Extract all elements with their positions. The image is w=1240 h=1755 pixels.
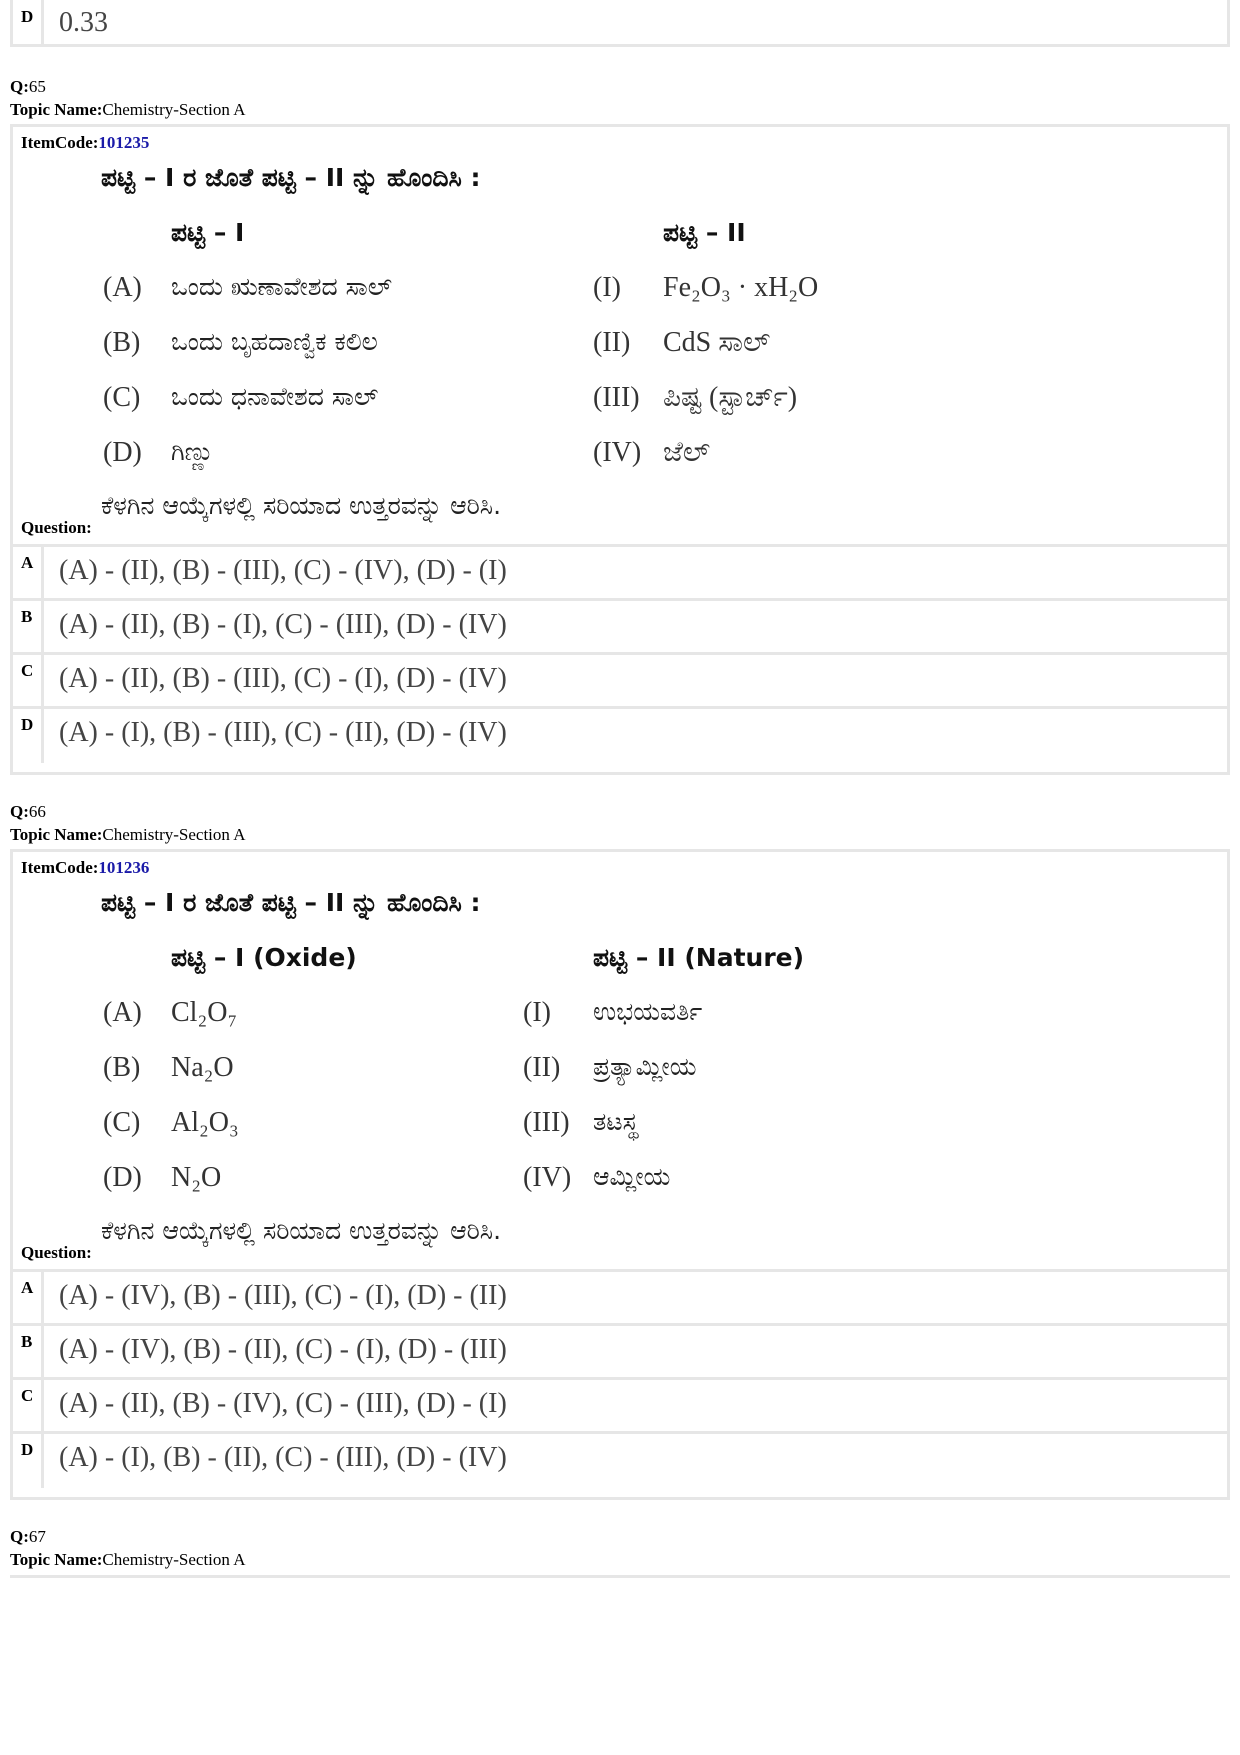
option-letter: B — [21, 607, 33, 626]
question-number: 67 — [28, 1527, 46, 1546]
row-text-II: ಪ್ರತ್ಯಾಮ್ಲೀಯ — [593, 1052, 697, 1081]
option-letter: D — [21, 715, 34, 734]
closing-instruction: ಕೆಳಗಿನ ಆಯ್ಕೆಗಳಲ್ಲಿ ಸರಿಯಾದ ಉತ್ತರವನ್ನು ಆರಿಸಿ. — [101, 1216, 502, 1245]
option-text: (A) - (II), (B) - (III), (C) - (IV), (D) - (I) — [59, 555, 507, 586]
topic-name: Chemistry-Section A — [102, 825, 246, 844]
question-label: Question: — [21, 1243, 92, 1262]
question-number-label: Q: — [10, 1527, 29, 1546]
option-text: (A) - (II), (B) - (I), (C) - (III), (D) - (IV) — [59, 609, 507, 640]
question-header — [10, 75, 245, 121]
row-label-III: (III) — [523, 1107, 570, 1138]
topic-label: Topic Name: — [10, 1550, 103, 1569]
row-label-II: (II) — [523, 1052, 561, 1083]
item-code-label: ItemCode: — [21, 133, 99, 152]
row-text-I: Fe₂O₃ · xH₂O — [663, 272, 819, 303]
option-text: (A) - (IV), (B) - (II), (C) - (I), (D) - (III) — [59, 1334, 507, 1365]
option-row[interactable] — [13, 0, 1227, 44]
row-label-1: (A) — [103, 272, 142, 303]
question-number-label: Q: — [10, 802, 29, 821]
row-label-IV: (IV) — [593, 437, 642, 468]
list-2-heading: ಪಟ್ಟಿ – II — [663, 218, 746, 247]
list-1-heading: ಪಟ್ಟಿ – I — [171, 218, 245, 247]
row-label-II: (II) — [593, 327, 631, 358]
question-box-top-border — [10, 1575, 1230, 1578]
option-letter: B — [21, 1332, 33, 1351]
row-label-IV: (IV) — [523, 1162, 572, 1193]
option-row[interactable] — [13, 547, 1227, 601]
question-box — [10, 124, 1230, 775]
option-letter: C — [21, 1386, 34, 1405]
option-letter: A — [21, 553, 34, 572]
row-text-I: ಉಭಯವರ್ತಿ — [593, 997, 703, 1026]
option-separator — [41, 0, 44, 44]
list-1-heading: ಪಟ್ಟಿ – I (Oxide) — [171, 943, 357, 972]
option-letter: D — [21, 7, 34, 26]
option-separator — [41, 601, 44, 652]
item-code-label: ItemCode: — [21, 858, 99, 877]
question-label: Question: — [21, 518, 92, 537]
options-list — [13, 544, 1227, 763]
option-separator — [41, 1326, 44, 1377]
row-text-4: N₂O — [171, 1162, 222, 1193]
row-text-3: Al₂O₃ — [171, 1107, 239, 1138]
list-2-heading: ಪಟ್ಟಿ – II (Nature) — [593, 943, 805, 972]
question-header — [10, 800, 245, 846]
option-separator — [41, 547, 44, 598]
option-letter: C — [21, 661, 34, 680]
row-text-1: Cl₂O₇ — [171, 997, 238, 1028]
row-text-IV: ಆಮ್ಲೀಯ — [593, 1162, 671, 1191]
question-box — [10, 849, 1230, 1500]
option-text: 0.33 — [59, 7, 108, 38]
row-label-4: (D) — [103, 1162, 142, 1193]
options-list — [13, 1269, 1227, 1488]
row-text-4: ಗಿಣ್ಣು — [171, 437, 214, 466]
row-label-2: (B) — [103, 327, 141, 358]
instruction-text: ಪಟ್ಟಿ – I ರ ಜೊತೆ ಪಟ್ಟಿ – II ನ್ನು ಹೊಂದಿಸಿ : — [101, 163, 481, 192]
closing-instruction: ಕೆಳಗಿನ ಆಯ್ಕೆಗಳಲ್ಲಿ ಸರಿಯಾದ ಉತ್ತರವನ್ನು ಆರಿಸಿ. — [101, 491, 502, 520]
row-label-1: (A) — [103, 997, 142, 1028]
row-label-3: (C) — [103, 382, 141, 413]
option-row[interactable] — [13, 1434, 1227, 1488]
question-number-label: Q: — [10, 77, 29, 96]
row-label-III: (III) — [593, 382, 640, 413]
option-row[interactable] — [13, 1272, 1227, 1326]
row-label-I: (I) — [593, 272, 621, 303]
question-header — [10, 1525, 245, 1571]
question-number: 65 — [28, 77, 46, 96]
option-text: (A) - (I), (B) - (II), (C) - (III), (D) - (IV) — [59, 1442, 507, 1473]
option-row[interactable] — [13, 1380, 1227, 1434]
option-letter: D — [21, 1440, 34, 1459]
option-text: (A) - (IV), (B) - (III), (C) - (I), (D) - (II) — [59, 1280, 507, 1311]
prev-question-options — [10, 0, 1230, 47]
option-row[interactable] — [13, 709, 1227, 763]
row-label-I: (I) — [523, 997, 551, 1028]
option-separator — [41, 1434, 44, 1488]
row-label-4: (D) — [103, 437, 142, 468]
option-row[interactable] — [13, 1326, 1227, 1380]
option-text: (A) - (II), (B) - (IV), (C) - (III), (D) - (I) — [59, 1388, 507, 1419]
instruction-text: ಪಟ್ಟಿ – I ರ ಜೊತೆ ಪಟ್ಟಿ – II ನ್ನು ಹೊಂದಿಸಿ : — [101, 888, 481, 917]
row-text-2: Na₂O — [171, 1052, 234, 1083]
row-label-3: (C) — [103, 1107, 141, 1138]
option-letter: A — [21, 1278, 34, 1297]
row-text-2: ಒಂದು ಬೃಹದಾಣ್ವಿಕ ಕಲಿಲ — [171, 327, 378, 356]
option-row[interactable] — [13, 655, 1227, 709]
topic-label: Topic Name: — [10, 825, 103, 844]
question-number: 66 — [28, 802, 46, 821]
item-code-value: 101236 — [98, 858, 150, 877]
row-text-II: CdS ಸಾಲ್ — [663, 327, 771, 358]
row-text-3: ಒಂದು ಧನಾವೇಶದ ಸಾಲ್ — [171, 382, 379, 411]
option-separator — [41, 1272, 44, 1323]
row-text-III: ತಟಸ್ಥ — [593, 1107, 639, 1136]
topic-label: Topic Name: — [10, 100, 103, 119]
row-text-IV: ಜೆಲ್ — [663, 437, 711, 468]
option-text: (A) - (I), (B) - (III), (C) - (II), (D) - (IV) — [59, 717, 507, 748]
option-separator — [41, 1380, 44, 1431]
row-label-2: (B) — [103, 1052, 141, 1083]
option-separator — [41, 655, 44, 706]
option-text: (A) - (II), (B) - (III), (C) - (I), (D) - (IV) — [59, 663, 507, 694]
topic-name: Chemistry-Section A — [102, 100, 246, 119]
row-text-III: ಪಿಷ್ಟ (ಸ್ಟಾರ್ಚ್) — [663, 382, 798, 413]
item-code-value: 101235 — [98, 133, 150, 152]
topic-name: Chemistry-Section A — [102, 1550, 246, 1569]
option-row[interactable] — [13, 601, 1227, 655]
option-separator — [41, 709, 44, 763]
row-text-1: ಒಂದು ಋಣಾವೇಶದ ಸಾಲ್ — [171, 272, 392, 301]
